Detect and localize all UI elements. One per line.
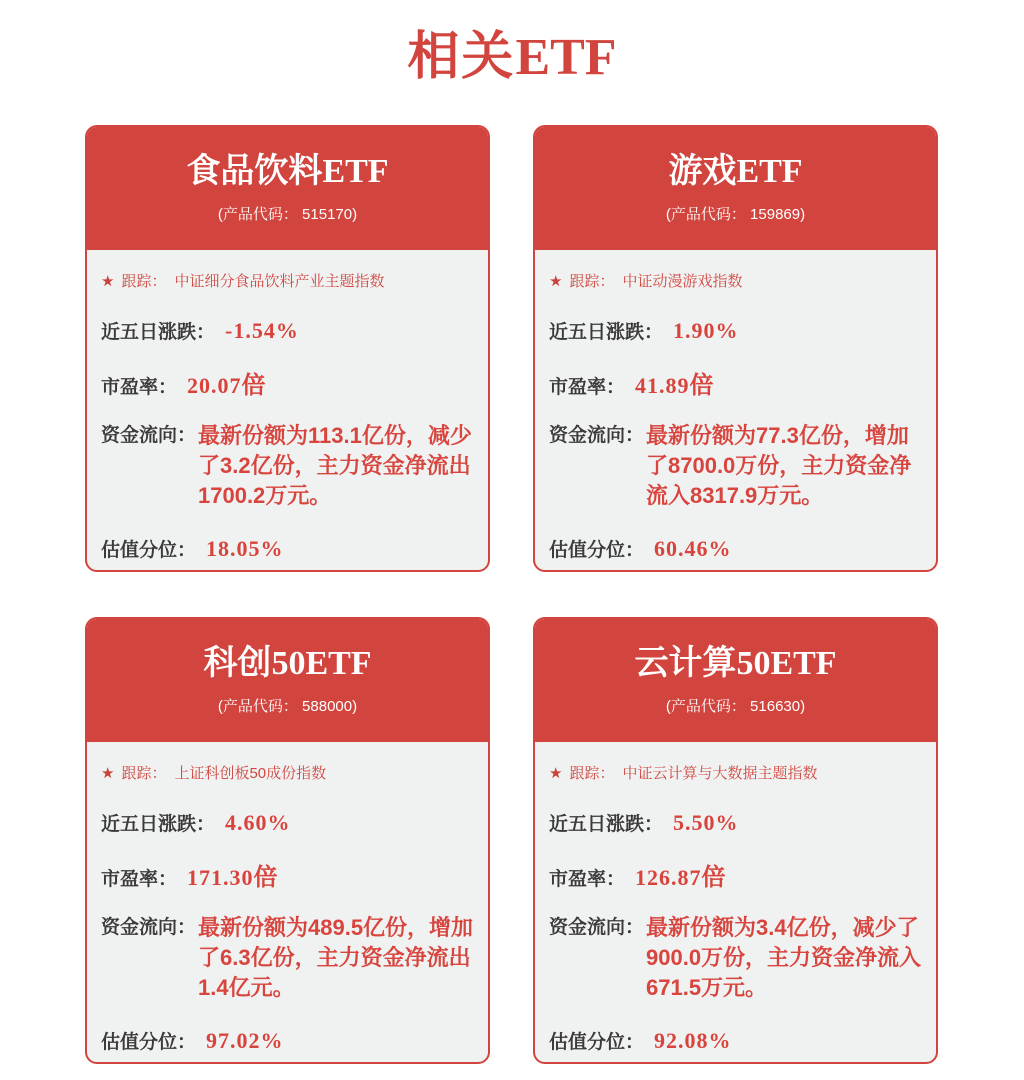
- flow-row: [101, 913, 474, 1003]
- etf-name: [668, 153, 802, 190]
- valuation-value: 18.05%: [206, 536, 284, 561]
- change-label: 近五日涨跌：: [549, 322, 664, 343]
- valuation-value: 60.46%: [654, 536, 732, 561]
- valuation-label: 估值分位：: [101, 540, 197, 561]
- product-code: (产品代码： 159869): [665, 206, 806, 224]
- etf-name-en: ETF: [736, 152, 803, 190]
- etf-name: [186, 153, 388, 190]
- flow-value: 最新份额为113.1亿份，减少了3.2亿份，主力资金净流出1700.2万元。: [198, 423, 472, 508]
- track-label: 跟踪：: [121, 273, 167, 290]
- track-row: [549, 762, 922, 783]
- pe-label: 市盈率：: [101, 377, 178, 398]
- change-value: 5.50%: [673, 810, 739, 835]
- track-label: 跟踪：: [569, 765, 615, 782]
- card-body: [87, 742, 488, 1054]
- valuation-label: 估值分位：: [549, 1032, 645, 1053]
- card-header: [87, 619, 488, 742]
- flow-row: [549, 913, 922, 1003]
- star-icon: ★: [549, 272, 563, 290]
- change-row: [549, 317, 922, 344]
- pe-value: [635, 857, 726, 892]
- track-label: 跟踪：: [569, 273, 615, 290]
- valuation-value: 97.02%: [206, 1028, 284, 1053]
- pe-unit: 倍: [701, 864, 726, 891]
- flow-row: [101, 421, 474, 511]
- pe-label: 市盈率：: [549, 377, 626, 398]
- change-label: 近五日涨跌：: [101, 322, 216, 343]
- valuation-row: [101, 1027, 474, 1054]
- pe-label: 市盈率：: [549, 869, 626, 890]
- track-label: 跟踪：: [121, 765, 167, 782]
- card-body: [535, 742, 936, 1054]
- card-header: [535, 619, 936, 742]
- product-code: (产品代码： 515170): [217, 206, 358, 224]
- valuation-label: 估值分位：: [101, 1032, 197, 1053]
- flow-label: 资金流向：: [549, 917, 645, 938]
- etf-name: [203, 645, 371, 682]
- flow-value: 最新份额为489.5亿份，增加了6.3亿份，主力资金净流出1.4亿元。: [198, 915, 474, 1000]
- card-header: [87, 127, 488, 250]
- pe-value: [187, 365, 266, 400]
- pe-number: 20.07: [187, 373, 242, 398]
- card-body: [535, 250, 936, 562]
- star-icon: ★: [101, 764, 115, 782]
- flow-label: 资金流向：: [101, 917, 197, 938]
- pe-unit: 倍: [253, 864, 278, 891]
- track-row: [101, 270, 474, 291]
- etf-name-zh: 游戏: [668, 151, 737, 190]
- change-label: 近五日涨跌：: [101, 814, 216, 835]
- valuation-row: [101, 535, 474, 562]
- card-body: [87, 250, 488, 562]
- etf-name: [634, 645, 836, 682]
- change-row: [101, 317, 474, 344]
- pe-unit: 倍: [241, 372, 266, 399]
- etf-card-star50: [85, 617, 490, 1064]
- track-row: [549, 270, 922, 291]
- etf-name-en: 50ETF: [736, 644, 837, 682]
- pe-label: 市盈率：: [101, 869, 178, 890]
- etf-name-zh: 食品饮料: [186, 151, 323, 190]
- etf-name-en: ETF: [322, 152, 389, 190]
- etf-card-cloud50: [533, 617, 938, 1064]
- pe-row: [101, 857, 474, 892]
- tracked-index: 上证科创板50成份指数: [174, 765, 327, 782]
- card-header: [535, 127, 936, 250]
- change-value: -1.54%: [225, 318, 299, 343]
- pe-value: [635, 365, 714, 400]
- tracked-index: 中证动漫游戏指数: [622, 273, 743, 290]
- page-title-zh: 相关: [407, 28, 516, 86]
- pe-number: 171.30: [187, 865, 254, 890]
- pe-row: [101, 365, 474, 400]
- valuation-label: 估值分位：: [549, 540, 645, 561]
- change-value: 1.90%: [673, 318, 739, 343]
- star-icon: ★: [549, 764, 563, 782]
- tracked-index: 中证细分食品饮料产业主题指数: [174, 273, 385, 290]
- pe-unit: 倍: [689, 372, 714, 399]
- flow-label: 资金流向：: [549, 425, 645, 446]
- etf-card-game: [533, 125, 938, 572]
- page-title: [0, 0, 1024, 89]
- pe-value: [187, 857, 278, 892]
- pe-row: [549, 857, 922, 892]
- flow-value: 最新份额为77.3亿份，增加了8700.0万份，主力资金净流入8317.9万元。: [646, 423, 912, 508]
- pe-number: 126.87: [635, 865, 702, 890]
- flow-row: [549, 421, 922, 511]
- etf-name-zh: 科创: [203, 643, 272, 682]
- track-row: [101, 762, 474, 783]
- valuation-row: [549, 535, 922, 562]
- product-code: (产品代码： 516630): [665, 698, 806, 716]
- pe-row: [549, 365, 922, 400]
- product-code: (产品代码： 588000): [217, 698, 358, 716]
- change-value: 4.60%: [225, 810, 291, 835]
- page-title-en: ETF: [515, 29, 617, 86]
- flow-value: 最新份额为3.4亿份，减少了900.0万份，主力资金净流入671.5万元。: [646, 915, 922, 1000]
- flow-label: 资金流向：: [101, 425, 197, 446]
- change-row: [101, 809, 474, 836]
- etf-name-zh: 云计算: [634, 643, 737, 682]
- star-icon: ★: [101, 272, 115, 290]
- tracked-index: 中证云计算与大数据主题指数: [622, 765, 818, 782]
- valuation-row: [549, 1027, 922, 1054]
- valuation-value: 92.08%: [654, 1028, 732, 1053]
- pe-number: 41.89: [635, 373, 690, 398]
- etf-card-food-beverage: [85, 125, 490, 572]
- change-row: [549, 809, 922, 836]
- change-label: 近五日涨跌：: [549, 814, 664, 835]
- etf-cards-grid: [85, 125, 1024, 1064]
- etf-name-en: 50ETF: [271, 644, 372, 682]
